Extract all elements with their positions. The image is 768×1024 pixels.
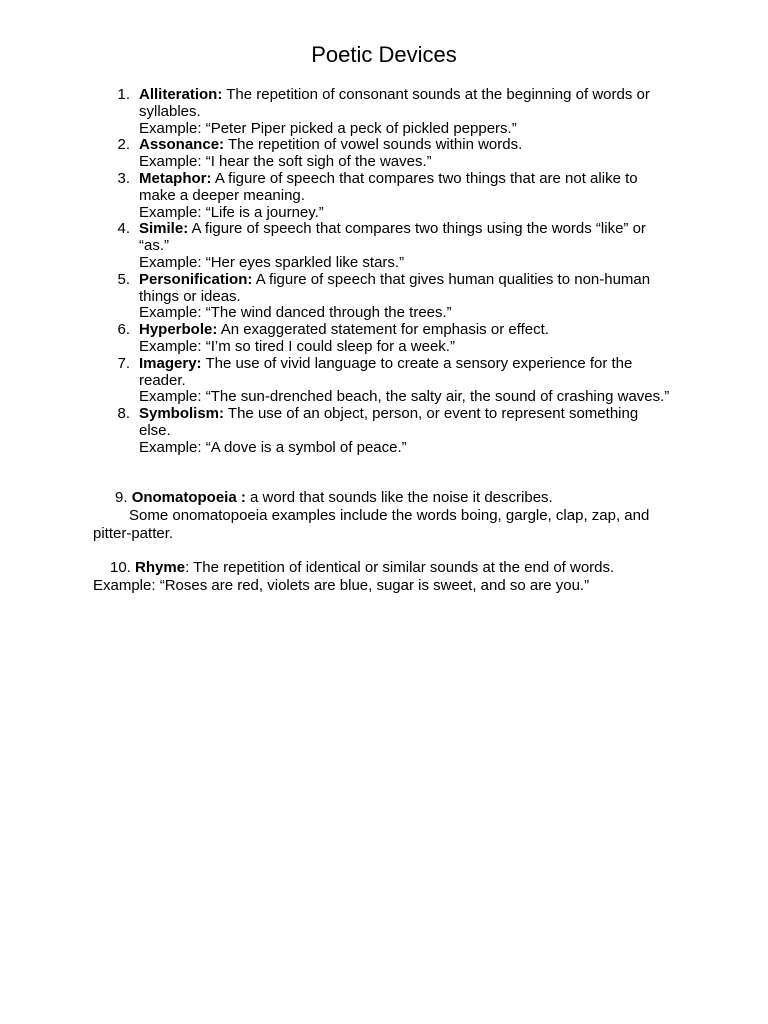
item-term: Metaphor bbox=[139, 169, 207, 187]
item-separator: : bbox=[236, 489, 246, 506]
item-number: 1. bbox=[117, 86, 130, 103]
item-term: Rhyme bbox=[135, 559, 186, 576]
item-number: 4. bbox=[117, 220, 130, 238]
item-example: Example: “Life is a journey.” bbox=[139, 203, 324, 221]
item-definition: The use of vivid language to create a sensory experience for the reader. bbox=[139, 354, 633, 389]
item-separator: : bbox=[247, 270, 253, 288]
item-number: 9. bbox=[115, 489, 128, 506]
item-definition: The use of an object, person, or event to represent something else. bbox=[139, 405, 639, 439]
item-number: 5. bbox=[117, 270, 130, 288]
item-separator: : bbox=[183, 220, 189, 238]
item-separator: : bbox=[219, 405, 225, 423]
item-definition: The repetition of consonant sounds at the beginning of words or syllables. bbox=[139, 86, 650, 120]
item-example: Example: “The sun-drenched beach, the salty air, the sound of crashing waves.” bbox=[139, 388, 670, 406]
item-definition-line bbox=[139, 272, 674, 306]
item-definition-line bbox=[139, 87, 674, 121]
item-separator: : bbox=[212, 321, 218, 339]
item-example: Example: “Peter Piper picked a peck of pickled peppers.” bbox=[139, 119, 517, 137]
item-separator: : bbox=[196, 354, 202, 372]
item-term: Alliteration bbox=[139, 86, 218, 103]
list-item bbox=[0, 272, 768, 322]
list-item bbox=[0, 137, 768, 171]
onomatopoeia-section bbox=[93, 489, 673, 543]
rhyme-example: Example: “Roses are red, violets are blue, sugar is sweet, and so are you.” bbox=[93, 577, 590, 594]
item-definition-line bbox=[139, 322, 674, 339]
list-item bbox=[0, 322, 768, 356]
item-definition-line bbox=[139, 356, 674, 390]
item-definition: A figure of speech that compares two things that are not alike to make a deeper meaning. bbox=[139, 169, 638, 204]
item-definition: A figure of speech that compares two things using the words “like” or “as.” bbox=[139, 220, 646, 255]
item-definition-line bbox=[139, 137, 674, 154]
item-term: Onomatopoeia bbox=[131, 489, 237, 506]
item-number: 3. bbox=[117, 169, 130, 187]
onomatopoeia-definition-line bbox=[93, 489, 673, 507]
item-definition: A figure of speech that gives human qualities to non-human things or ideas. bbox=[139, 270, 651, 305]
item-number: 7. bbox=[117, 354, 130, 372]
list-item bbox=[0, 171, 768, 221]
item-example: Example: “I hear the soft sigh of the waves.” bbox=[139, 153, 432, 171]
item-term: Simile bbox=[139, 220, 184, 238]
list-item bbox=[0, 87, 768, 137]
list-item bbox=[0, 406, 768, 456]
onomatopoeia-examples: Some onomatopoeia examples include the words boing, gargle, clap, zap, and pitter-patter. bbox=[93, 507, 650, 542]
item-definition: The repetition of identical or similar sounds at the end of words. bbox=[189, 559, 615, 576]
item-number: 2. bbox=[117, 136, 130, 154]
item-number: 6. bbox=[117, 321, 130, 339]
item-definition-line bbox=[139, 171, 674, 205]
item-term: Personification bbox=[139, 270, 248, 288]
item-number: 8. bbox=[117, 405, 130, 423]
onomatopoeia-indent bbox=[93, 507, 129, 524]
item-number: 10. bbox=[110, 559, 131, 576]
item-definition: The repetition of vowel sounds within words. bbox=[224, 136, 523, 154]
page-title: Poetic Devices bbox=[311, 42, 457, 67]
item-term: Hyperbole bbox=[139, 321, 213, 339]
item-definition-line bbox=[139, 406, 674, 440]
list-item bbox=[0, 221, 768, 271]
item-example: Example: “The wind danced through the trees.” bbox=[139, 304, 452, 322]
item-example: Example: “Her eyes sparkled like stars.” bbox=[139, 253, 405, 271]
rhyme-definition-line bbox=[93, 559, 673, 577]
item-term: Assonance bbox=[139, 136, 220, 154]
item-definition-line bbox=[139, 221, 674, 255]
item-definition: a word that sounds like the noise it describes. bbox=[245, 489, 553, 506]
rhyme-section bbox=[93, 559, 673, 595]
item-example: Example: “A dove is a symbol of peace.” bbox=[139, 438, 407, 456]
item-term: Imagery bbox=[139, 354, 197, 372]
item-example: Example: “I’m so tired I could sleep for a week.” bbox=[139, 337, 455, 355]
devices-list bbox=[0, 87, 768, 457]
item-separator: : bbox=[185, 559, 190, 576]
list-item bbox=[0, 356, 768, 406]
item-separator: : bbox=[217, 86, 223, 103]
onomatopoeia-examples-text bbox=[93, 507, 673, 543]
item-separator: : bbox=[206, 169, 212, 187]
item-term: Symbolism bbox=[139, 405, 220, 423]
item-separator: : bbox=[219, 136, 225, 154]
item-definition: An exaggerated statement for emphasis or effect. bbox=[217, 321, 549, 339]
